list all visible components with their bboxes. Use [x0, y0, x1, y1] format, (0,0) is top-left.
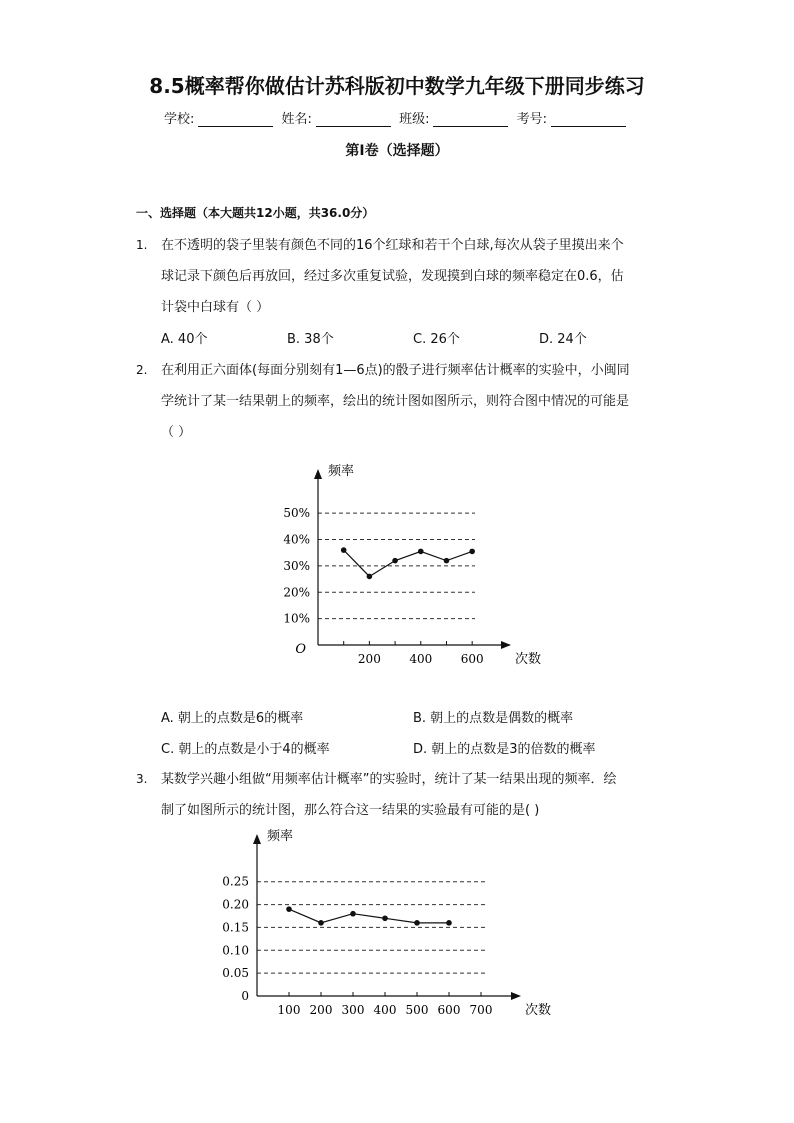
q2-line: 学统计了某一结果朝上的频率，绘出的统计图如图所示，则符合图中情况的可能是 [161, 394, 630, 409]
data-point [444, 558, 450, 564]
data-point [418, 549, 424, 555]
q1-option-d[interactable]: D. 24个 [539, 332, 587, 347]
q3-line: 某数学兴趣小组做“用频率估计概率”的实验时，统计了某一结果出现的频率．绘 [161, 772, 617, 787]
q2-option-b[interactable]: B. 朝上的点数是偶数的概率 [413, 711, 574, 726]
q1-option-a[interactable]: A. 40个 [161, 332, 208, 347]
data-point [341, 547, 347, 553]
name-blank[interactable] [316, 126, 391, 127]
class-label: 班级: [399, 112, 430, 127]
y-tick-label: 0.20 [222, 897, 249, 912]
data-point [414, 920, 420, 926]
number-label: 考号: [516, 112, 547, 127]
q2-option-c[interactable]: C. 朝上的点数是小于4的概率 [161, 742, 330, 757]
q1-line: 在不透明的袋子里装有颜色不同的16个红球和若干个白球,每次从袋子里摸出来个 [161, 238, 624, 253]
x-tick-label: 600 [437, 1003, 461, 1017]
x-tick-label: 300 [341, 1003, 365, 1017]
q1-line: 球记录下颜色后再放回，经过多次重复试验，发现摸到白球的频率稳定在0.6，估 [161, 269, 624, 284]
x-tick-label: 500 [405, 1003, 429, 1017]
x-axis-arrow [501, 641, 511, 649]
y-tick-label: 0.10 [222, 943, 249, 958]
data-point [350, 911, 356, 917]
class-blank[interactable] [433, 126, 508, 127]
q1-option-c[interactable]: C. 26个 [413, 332, 460, 347]
series-line [289, 909, 449, 923]
chart-q3 [215, 829, 575, 1022]
x-tick-label: 200 [309, 1003, 333, 1017]
y-tick-label: 20% [283, 585, 310, 600]
chart-q2 [270, 464, 542, 675]
x-tick-label: 400 [373, 1003, 397, 1017]
q2-option-a[interactable]: A. 朝上的点数是6的概率 [161, 711, 304, 726]
section-heading: 一、选择题（本大题共12小题，共36.0分） [136, 206, 375, 220]
y-tick-label: 0.25 [222, 874, 249, 889]
q1-option-b[interactable]: B. 38个 [287, 332, 334, 347]
y-tick-label: 40% [283, 532, 310, 547]
page-title: 8.5概率帮你做估计苏科版初中数学九年级下册同步练习 [149, 74, 645, 98]
x-tick-label: 100 [277, 1003, 301, 1017]
y-tick-label: 30% [283, 558, 310, 573]
y-tick-label: 0.15 [222, 920, 249, 935]
data-point [392, 558, 398, 564]
y-tick-label: 10% [283, 611, 310, 626]
origin-label: O [295, 642, 306, 657]
data-point [469, 549, 475, 555]
y-tick-label: 0 [241, 989, 249, 1003]
series-line [344, 550, 472, 576]
volume-heading: 第I卷（选择题） [345, 143, 449, 159]
y-axis-label: 频率 [328, 464, 355, 479]
data-point [382, 915, 388, 921]
q2-line: （ ） [161, 425, 192, 440]
q3-number: 3. [136, 772, 148, 786]
q2-option-d[interactable]: D. 朝上的点数是3的倍数的概率 [413, 742, 596, 757]
y-axis-arrow [253, 834, 261, 844]
number-blank[interactable] [551, 126, 626, 127]
y-axis-arrow [314, 469, 322, 479]
q2-line: 在利用正六面体(每面分别刻有1—6点)的骰子进行频率估计概率的实验中，小闽同 [161, 363, 630, 378]
x-tick-label: 400 [409, 652, 433, 666]
student-info [0, 108, 794, 127]
q1-line: 计袋中白球有（ ） [161, 300, 270, 315]
data-point [367, 574, 373, 580]
y-tick-label: 0.05 [222, 966, 249, 981]
name-label: 姓名: [281, 112, 312, 127]
q2-number: 2. [136, 363, 148, 377]
x-tick-label: 600 [460, 652, 484, 666]
x-tick-label: 700 [469, 1003, 493, 1017]
x-axis-label: 次数 [525, 1003, 552, 1018]
x-axis-arrow [511, 992, 521, 1000]
q3-line: 制了如图所示的统计图，那么符合这一结果的实验最有可能的是( ) [161, 803, 540, 818]
school-label: 学校: [164, 112, 195, 127]
y-tick-label: 50% [283, 506, 310, 521]
school-blank[interactable] [198, 126, 273, 127]
q1-number: 1. [136, 238, 148, 252]
y-axis-label: 频率 [267, 829, 294, 844]
data-point [286, 906, 292, 912]
data-point [446, 920, 452, 926]
x-axis-label: 次数 [515, 652, 542, 667]
x-tick-label: 200 [357, 652, 381, 666]
data-point [318, 920, 324, 926]
